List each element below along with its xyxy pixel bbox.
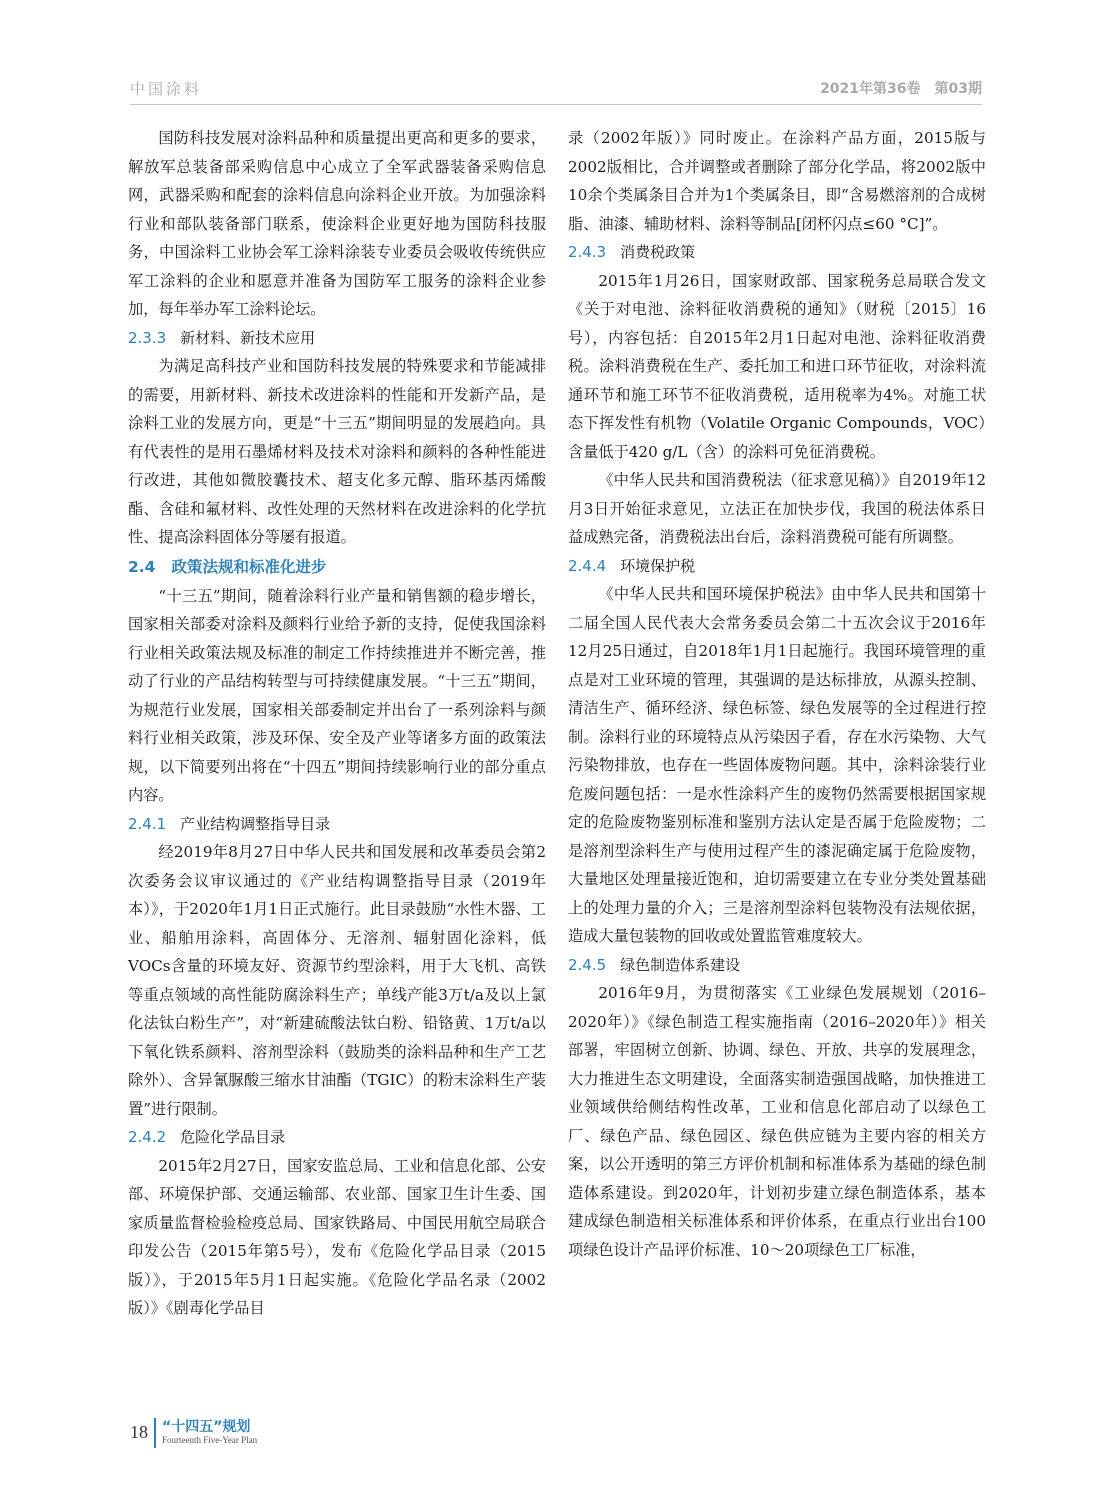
section-number: 2.3.3: [128, 328, 167, 347]
section-heading-2-4-2: [128, 1123, 546, 1152]
section-number: 2.4.2: [128, 1128, 167, 1146]
section-title: 环境保护税: [620, 556, 696, 575]
section-heading-2-4: [128, 552, 546, 582]
page-number: 18: [130, 1422, 148, 1442]
journal-name: 中国涂料: [130, 80, 203, 98]
section-title: 绿色制造体系建设: [620, 955, 741, 974]
paragraph: 2015年2月27日，国家安监总局、工业和信息化部、公安部、环境保护部、交通运输部、农业部、国家卫生计生委、国家质量监督检验检疫总局、国家铁路局、中国民用航空局联合印发公告（2015年第5号），发布《危险化学品目录（2015版）》，于2015年5月1日起实施。《危险化学品名录（2002版）》《剧毒化学品目: [128, 1156, 546, 1317]
paragraph: 2015年1月26日，国家财政部、国家税务总局联合发文《关于对电池、涂料征收消费税的通知》（财税〔2015〕16号），内容包括：自2015年2月1日起对电池、涂料征收消费税。涂料消费税在生产、委托加工和进口环节征收，对涂料流通环节和施工环节不征收消费税，适用税率为4%。对施工状态下挥发性有机物（Volatile Organic Compounds，VOC）含量低于420 g/L（含）的涂料可免征消费税。: [568, 271, 986, 461]
section-name: “十四五”规划: [162, 1419, 251, 1435]
left-column: [128, 124, 546, 1323]
paragraph: 录（2002年版）》同时废止。在涂料产品方面，2015版与2002版相比，合并调整或者删除了部分化学品，将2002版中10余个类属条目合并为1个类属条目，即“含易燃溶剂的合成树脂、油漆、辅助材料、涂料等制品[闭杯闪点≤60 °C]”。: [568, 129, 986, 233]
footer-divider: [154, 1418, 156, 1448]
paragraph: 经2019年8月27日中华人民共和国发展和改革委员会第2次委务会议审议通过的《产业结构调整指导目录（2019年本）》，于2020年1月1日正式施行。此目录鼓励“水性木器、工业、船舶用涂料，高固体分、无溶剂、辐射固化涂料，低VOCs含量的环境友好、资源节约型涂料，用于大飞机、高铁等重点领域的高性能防腐涂料生产；单线产能3万t/a及以上氯化法钛白粉生产”，对“新建硫酸法钛白粉、铅铬黄、1万t/a以下氧化铁系颜料、溶剂型涂料（鼓励类的涂料品种和生产工艺除外）、含异氰脲酸三缩水甘油酯（TGIC）的粉末涂料生产装置”进行限制。: [128, 843, 546, 1118]
section-number: 2.4.4: [568, 556, 607, 575]
section-heading-2-4-5: [568, 951, 986, 980]
issue-info: 2021年第36卷 第03期: [820, 81, 982, 97]
section-title: 危险化学品目录: [180, 1128, 286, 1146]
paragraph: “十三五”期间，随着涂料行业产量和销售额的稳步增长，国家相关部委对涂料及颜料行业给予新的支持，促使我国涂料行业相关政策法规及标准的制定工作持续推进并不断完善，推动了行业的产品结构转型与可持续健康发展。“十三五”期间，为规范行业发展，国家相关部委制定并出台了一系列涂料与颜料行业相关政策，涉及环保、安全及产业等诸多方面的政策法规，以下简要列出将在“十四五”期间持续影响行业的部分重点内容。: [128, 586, 546, 804]
section-title: 消费税政策: [620, 243, 696, 261]
section-name-en: Fourteenth Five-Year Plan: [162, 1435, 258, 1445]
paragraph: 为满足高科技产业和国防科技发展的特殊要求和节能减排的需要，用新材料、新技术改进涂料的性能和开发新产品，是涂料工业的发展方向，更是“十三五”期间明显的发展趋向。具有代表性的是用石墨烯材料及技术对涂料和颜料的各种性能进行改进，其他如微胶囊技术、超支化多元醇、脂环基丙烯酸酯、含硅和氟材料、改性处理的天然材料在改进涂料的化学抗性、提高涂料固体分等屡有报道。: [128, 357, 546, 546]
section-heading-2-3-3: [128, 324, 546, 353]
section-title: 政策法规和标准化进步: [171, 557, 327, 576]
right-column: [568, 124, 986, 1264]
paragraph: 《中华人民共和国消费税法（征求意见稿）》自2019年12月3日开始征求意见，立法正在加快步伐，我国的税法体系日益成熟完备，消费税法出台后，涂料消费税可能有所调整。: [568, 471, 986, 546]
section-heading-2-4-4: [568, 552, 986, 581]
section-number: 2.4.1: [128, 814, 167, 833]
section-number: 2.4.3: [568, 243, 607, 261]
section-number: 2.4: [128, 557, 156, 576]
section-heading-2-4-3: [568, 238, 986, 267]
section-title: 新材料、新技术应用: [180, 328, 316, 347]
paragraph: 国防科技发展对涂料品种和质量提出更高和更多的要求，解放军总装备部采购信息中心成立了全军武器装备采购信息网，武器采购和配套的涂料信息向涂料企业开放。为加强涂料行业和部队装备部门联系，使涂料企业更好地为国防科技服务，中国涂料工业协会军工涂料涂装专业委员会吸收传统供应军工涂料的企业和愿意并准备为国防军工服务的涂料企业参加，每年举办军工涂料论坛。: [128, 129, 546, 318]
section-title: 产业结构调整指导目录: [180, 814, 331, 833]
paragraph: 《中华人民共和国环境保护税法》由中华人民共和国第十二届全国人民代表大会常务委员会第二十五次会议于2016年12月25日通过，自2018年1月1日起施行。我国环境管理的重点是对工业环境的管理，其强调的是达标排放，从源头控制、清洁生产、循环经济、绿色标签、绿色发展等的全过程进行控制。涂料行业的环境特点从污染因子看，存在水污染物、大气污染物排放，也存在一些固体废物问题。其中，涂料涂装行业危废问题包括：一是水性涂料产生的废物仍然需要根据国家规定的危险废物鉴别标准和鉴别方法认定是否属于危险废物；二是溶剂型涂料生产与使用过程产生的漆泥确定属于危险废物，大量地区处理量接近饱和，迫切需要建立在专业分类处置基础上的处理力量的介入；三是溶剂型涂料包装物没有法规依据，造成大量包装物的回收或处置监管难度较大。: [568, 585, 986, 945]
paragraph: 2016年9月，为贯彻落实《工业绿色发展规划（2016–2020年）》《绿色制造工程实施指南（2016–2020年）》相关部署，牢固树立创新、协调、绿色、开放、共享的发展理念，大力推进生态文明建设，全面落实制造强国战略，加快推进工业领域供给侧结构性改革，工业和信息化部启动了以绿色工厂、绿色产品、绿色园区、绿色供应链为主要内容的相关方案，以公开透明的第三方评价机制和标准体系为基础的绿色制造体系建设。到2020年，计划初步建立绿色制造体系，基本建成绿色制造相关标准体系和评价体系，在重点行业出台100项绿色设计产品评价标准、10～20项绿色工厂标准，: [568, 984, 986, 1259]
section-heading-2-4-1: [128, 810, 546, 839]
running-header: [130, 78, 982, 105]
section-number: 2.4.5: [568, 955, 607, 974]
